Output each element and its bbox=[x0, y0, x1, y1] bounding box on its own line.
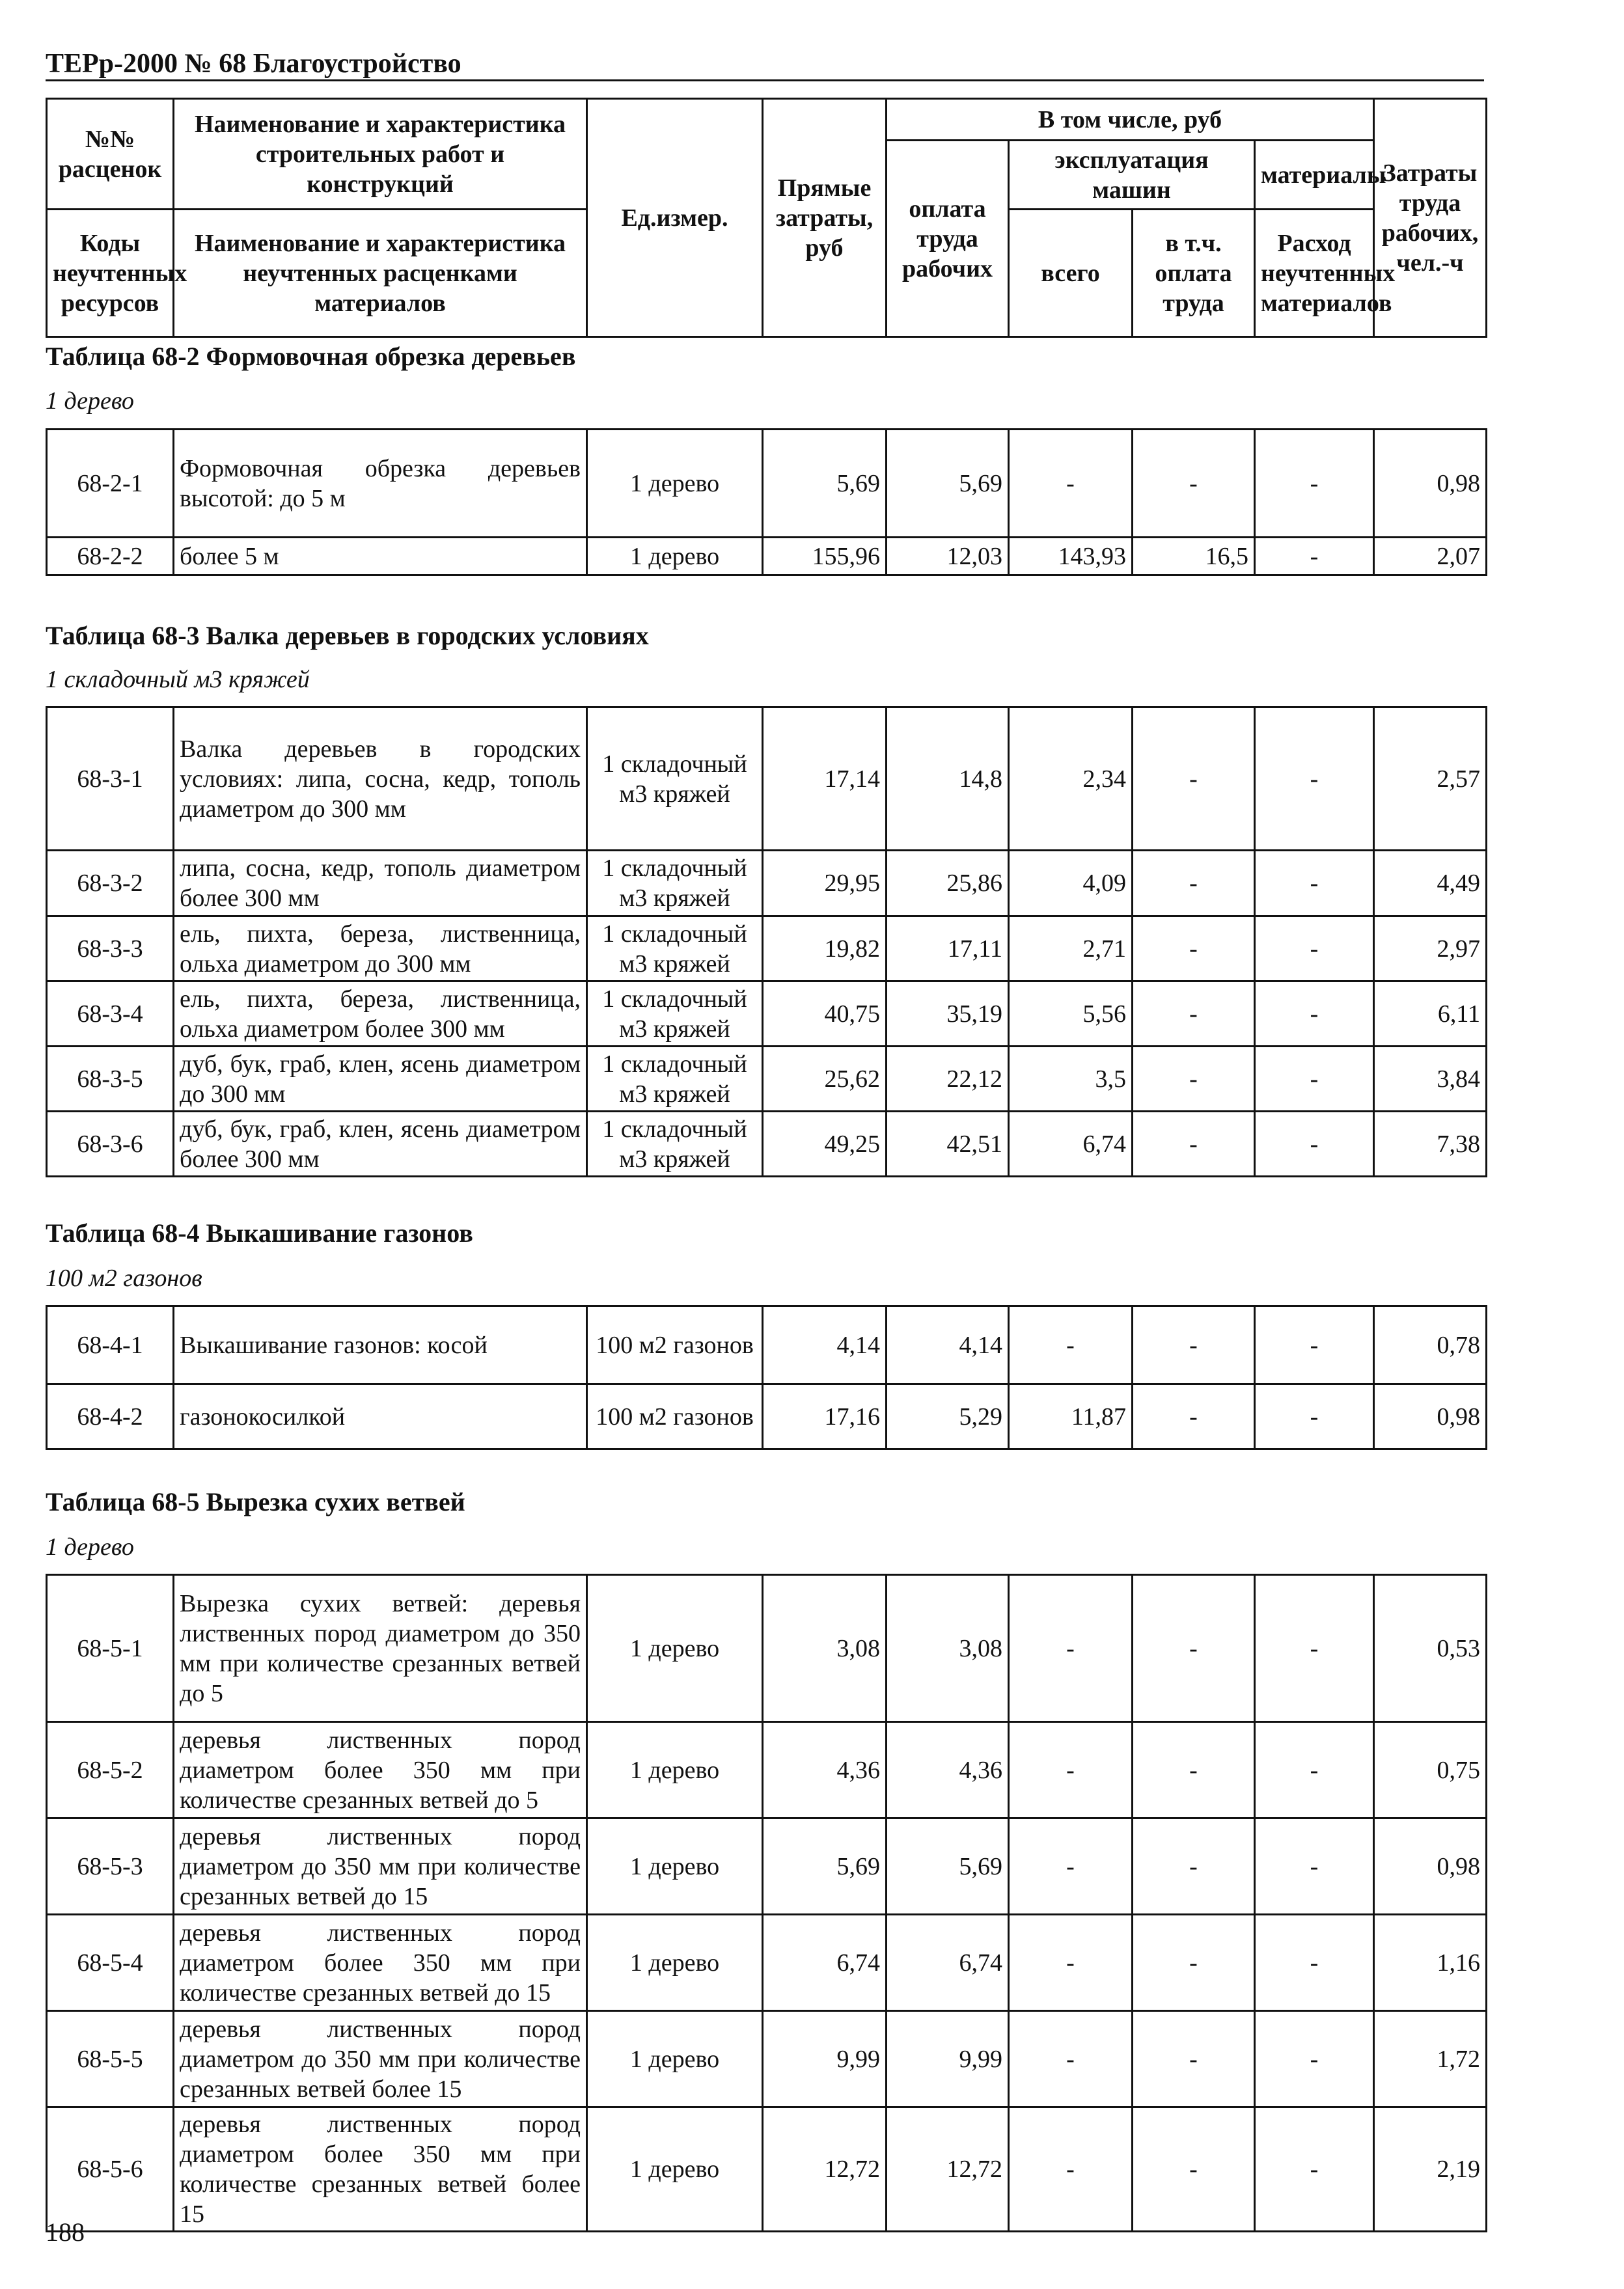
direct-cost: 5,69 bbox=[763, 1818, 887, 1915]
work-description: деревья лиственных пород диаметром более 350 мм при количестве срезанных ветвей более 15 bbox=[174, 2107, 587, 2232]
table-row bbox=[47, 1047, 1487, 1112]
labor-pay: 25,86 bbox=[887, 851, 1009, 916]
measure-unit: 1 дерево bbox=[587, 1818, 763, 1915]
direct-cost: 6,74 bbox=[763, 1915, 887, 2011]
table-row bbox=[47, 1112, 1487, 1177]
table-68-5-unit: 1 дерево bbox=[46, 1533, 134, 1561]
table-row bbox=[47, 1575, 1487, 1722]
labor-hours: 2,57 bbox=[1374, 707, 1487, 851]
table-68-3 bbox=[46, 706, 1487, 1177]
labor-pay: 42,51 bbox=[887, 1112, 1009, 1177]
machines-total: 4,09 bbox=[1009, 851, 1133, 916]
rate-code: 68-3-6 bbox=[47, 1112, 174, 1177]
direct-cost: 17,16 bbox=[763, 1384, 887, 1449]
materials: - bbox=[1255, 1575, 1374, 1722]
work-description: Формовочная обрезка деревьев высотой: до 5 м bbox=[174, 430, 587, 538]
materials: - bbox=[1255, 1047, 1374, 1112]
direct-cost: 19,82 bbox=[763, 916, 887, 981]
machines-labor: - bbox=[1133, 1306, 1255, 1384]
direct-cost: 9,99 bbox=[763, 2011, 887, 2107]
work-description: деревья лиственных пород диаметром до 350 мм при количестве срезанных ветвей до 15 bbox=[174, 1818, 587, 1915]
work-description: дуб, бук, граб, клен, ясень диаметром до 300 мм bbox=[174, 1047, 587, 1112]
work-description: более 5 м bbox=[174, 538, 587, 575]
table-row bbox=[47, 430, 1487, 538]
measure-unit: 1 дерево bbox=[587, 2011, 763, 2107]
machines-labor: 16,5 bbox=[1133, 538, 1255, 575]
table-row bbox=[47, 707, 1487, 851]
col-header-machines-total: всего bbox=[1009, 210, 1133, 337]
measure-unit: 1 дерево bbox=[587, 1915, 763, 2011]
table-68-3-unit: 1 складочный м3 кряжей bbox=[46, 666, 310, 693]
table-row bbox=[47, 916, 1487, 981]
machines-total: - bbox=[1009, 1722, 1133, 1818]
labor-pay: 22,12 bbox=[887, 1047, 1009, 1112]
measure-unit: 1 складочный м3 кряжей bbox=[587, 916, 763, 981]
labor-hours: 0,98 bbox=[1374, 1818, 1487, 1915]
table-68-5-title: Таблица 68-5 Вырезка сухих ветвей bbox=[46, 1487, 465, 1516]
work-description: деревья лиственных пород диаметром более 350 мм при количестве срезанных ветвей до 5 bbox=[174, 1722, 587, 1818]
work-description: ель, пихта, береза, лиственница, ольха диаметром более 300 мм bbox=[174, 981, 587, 1047]
labor-pay: 5,69 bbox=[887, 1818, 1009, 1915]
labor-hours: 0,98 bbox=[1374, 1384, 1487, 1449]
machines-labor: - bbox=[1133, 1722, 1255, 1818]
machines-labor: - bbox=[1133, 1575, 1255, 1722]
measure-unit: 1 складочный м3 кряжей bbox=[587, 981, 763, 1047]
measure-unit: 1 складочный м3 кряжей bbox=[587, 1112, 763, 1177]
machines-labor: - bbox=[1133, 981, 1255, 1047]
page-number: 188 bbox=[46, 2217, 85, 2247]
labor-pay: 14,8 bbox=[887, 707, 1009, 851]
rate-code: 68-5-6 bbox=[47, 2107, 174, 2232]
materials: - bbox=[1255, 2011, 1374, 2107]
machines-total: - bbox=[1009, 1575, 1133, 1722]
machines-labor: - bbox=[1133, 707, 1255, 851]
labor-hours: 1,16 bbox=[1374, 1915, 1487, 2011]
labor-pay: 3,08 bbox=[887, 1575, 1009, 1722]
measure-unit: 1 дерево bbox=[587, 1575, 763, 1722]
table-row bbox=[47, 2107, 1487, 2232]
table-row bbox=[47, 1306, 1487, 1384]
machines-labor: - bbox=[1133, 2011, 1255, 2107]
machines-labor: - bbox=[1133, 916, 1255, 981]
machines-total: 143,93 bbox=[1009, 538, 1133, 575]
direct-cost: 49,25 bbox=[763, 1112, 887, 1177]
labor-pay: 17,11 bbox=[887, 916, 1009, 981]
rate-code: 68-5-3 bbox=[47, 1818, 174, 1915]
rate-code: 68-2-2 bbox=[47, 538, 174, 575]
table-row bbox=[47, 1384, 1487, 1449]
table-row bbox=[47, 538, 1487, 575]
work-description: дуб, бук, граб, клен, ясень диаметром более 300 мм bbox=[174, 1112, 587, 1177]
labor-hours: 0,53 bbox=[1374, 1575, 1487, 1722]
machines-total: 3,5 bbox=[1009, 1047, 1133, 1112]
labor-pay: 4,14 bbox=[887, 1306, 1009, 1384]
rate-code: 68-2-1 bbox=[47, 430, 174, 538]
table-row bbox=[47, 851, 1487, 916]
work-description: ель, пихта, береза, лиственница, ольха диаметром до 300 мм bbox=[174, 916, 587, 981]
col-header-machines-labor: в т.ч. оплата труда bbox=[1133, 210, 1255, 337]
direct-cost: 3,08 bbox=[763, 1575, 887, 1722]
machines-labor: - bbox=[1133, 430, 1255, 538]
table-68-2-title: Таблица 68-2 Формовочная обрезка деревьев bbox=[46, 342, 576, 371]
direct-cost: 12,72 bbox=[763, 2107, 887, 2232]
col-header-work-name: Наименование и характеристика строительных работ и конструкций bbox=[174, 99, 587, 210]
col-header-labor-pay: оплата труда рабочих bbox=[887, 141, 1009, 337]
measure-unit: 1 складочный м3 кряжей bbox=[587, 707, 763, 851]
machines-total: 5,56 bbox=[1009, 981, 1133, 1047]
machines-total: - bbox=[1009, 1915, 1133, 2011]
machines-total: - bbox=[1009, 2107, 1133, 2232]
table-68-3-title: Таблица 68-3 Валка деревьев в городских условиях bbox=[46, 621, 649, 650]
materials: - bbox=[1255, 2107, 1374, 2232]
direct-cost: 29,95 bbox=[763, 851, 887, 916]
labor-hours: 1,72 bbox=[1374, 2011, 1487, 2107]
rate-code: 68-4-1 bbox=[47, 1306, 174, 1384]
col-header-including: В том числе, руб bbox=[887, 99, 1374, 141]
machines-labor: - bbox=[1133, 1915, 1255, 2011]
materials: - bbox=[1255, 707, 1374, 851]
materials: - bbox=[1255, 538, 1374, 575]
labor-pay: 35,19 bbox=[887, 981, 1009, 1047]
table-row bbox=[47, 1915, 1487, 2011]
rate-code: 68-3-3 bbox=[47, 916, 174, 981]
rate-code: 68-3-2 bbox=[47, 851, 174, 916]
labor-hours: 0,75 bbox=[1374, 1722, 1487, 1818]
table-68-4-unit: 100 м2 газонов bbox=[46, 1265, 202, 1292]
materials: - bbox=[1255, 851, 1374, 916]
rate-code: 68-3-1 bbox=[47, 707, 174, 851]
table-row bbox=[47, 1818, 1487, 1915]
machines-total: 2,71 bbox=[1009, 916, 1133, 981]
work-description: Вырезка сухих ветвей: деревья лиственных пород диаметром до 350 мм при количестве срезанных ветвей до 5 bbox=[174, 1575, 587, 1722]
measure-unit: 1 дерево bbox=[587, 538, 763, 575]
materials: - bbox=[1255, 1722, 1374, 1818]
rate-code: 68-5-5 bbox=[47, 2011, 174, 2107]
col-header-unit: Ед.измер. bbox=[587, 99, 763, 337]
direct-cost: 155,96 bbox=[763, 538, 887, 575]
page-header: ТЕРр-2000 № 68 Благоустройство bbox=[46, 49, 461, 79]
machines-total: - bbox=[1009, 1306, 1133, 1384]
work-description: деревья лиственных пород диаметром более 350 мм при количестве срезанных ветвей до 15 bbox=[174, 1915, 587, 2011]
measure-unit: 100 м2 газонов bbox=[587, 1306, 763, 1384]
machines-total: - bbox=[1009, 2011, 1133, 2107]
rate-code: 68-5-4 bbox=[47, 1915, 174, 2011]
labor-hours: 2,07 bbox=[1374, 538, 1487, 575]
machines-total: 2,34 bbox=[1009, 707, 1133, 851]
machines-labor: - bbox=[1133, 1047, 1255, 1112]
labor-pay: 6,74 bbox=[887, 1915, 1009, 2011]
materials: - bbox=[1255, 916, 1374, 981]
work-description: Выкашивание газонов: косой bbox=[174, 1306, 587, 1384]
direct-cost: 40,75 bbox=[763, 981, 887, 1047]
labor-hours: 0,78 bbox=[1374, 1306, 1487, 1384]
rate-code: 68-3-4 bbox=[47, 981, 174, 1047]
materials: - bbox=[1255, 1818, 1374, 1915]
table-68-2-unit: 1 дерево bbox=[46, 387, 134, 415]
labor-pay: 12,03 bbox=[887, 538, 1009, 575]
rate-code: 68-5-2 bbox=[47, 1722, 174, 1818]
table-row bbox=[47, 2011, 1487, 2107]
rate-code: 68-4-2 bbox=[47, 1384, 174, 1449]
table-68-4-title: Таблица 68-4 Выкашивание газонов bbox=[46, 1218, 473, 1248]
measure-unit: 100 м2 газонов bbox=[587, 1384, 763, 1449]
machines-total: - bbox=[1009, 1818, 1133, 1915]
col-header-machines: эксплуатация машин bbox=[1009, 141, 1255, 210]
materials: - bbox=[1255, 430, 1374, 538]
machines-labor: - bbox=[1133, 851, 1255, 916]
col-header-material-consumption: Расход неучтенных материалов bbox=[1255, 210, 1374, 337]
rate-code: 68-5-1 bbox=[47, 1575, 174, 1722]
table-68-5 bbox=[46, 1574, 1487, 2232]
col-header-labor-hours: Затраты труда рабочих, чел.-ч bbox=[1374, 99, 1487, 337]
table-68-2 bbox=[46, 428, 1487, 576]
rate-code: 68-3-5 bbox=[47, 1047, 174, 1112]
measure-unit: 1 дерево bbox=[587, 1722, 763, 1818]
machines-labor: - bbox=[1133, 1384, 1255, 1449]
col-header-material-name: Наименование и характеристика неучтенных расценками материалов bbox=[174, 210, 587, 337]
labor-pay: 9,99 bbox=[887, 2011, 1009, 2107]
direct-cost: 17,14 bbox=[763, 707, 887, 851]
direct-cost: 4,36 bbox=[763, 1722, 887, 1818]
measure-unit: 1 складочный м3 кряжей bbox=[587, 1047, 763, 1112]
materials: - bbox=[1255, 1112, 1374, 1177]
labor-hours: 3,84 bbox=[1374, 1047, 1487, 1112]
measure-unit: 1 дерево bbox=[587, 430, 763, 538]
labor-pay: 4,36 bbox=[887, 1722, 1009, 1818]
measure-unit: 1 складочный м3 кряжей bbox=[587, 851, 763, 916]
machines-total: 6,74 bbox=[1009, 1112, 1133, 1177]
labor-hours: 0,98 bbox=[1374, 430, 1487, 538]
labor-hours: 6,11 bbox=[1374, 981, 1487, 1047]
column-header-table bbox=[46, 98, 1487, 338]
machines-total: 11,87 bbox=[1009, 1384, 1133, 1449]
work-description: деревья лиственных пород диаметром до 350 мм при количестве срезанных ветвей более 15 bbox=[174, 2011, 587, 2107]
table-68-4 bbox=[46, 1305, 1487, 1450]
direct-cost: 25,62 bbox=[763, 1047, 887, 1112]
labor-hours: 2,19 bbox=[1374, 2107, 1487, 2232]
labor-pay: 5,69 bbox=[887, 430, 1009, 538]
labor-pay: 5,29 bbox=[887, 1384, 1009, 1449]
materials: - bbox=[1255, 1915, 1374, 2011]
materials: - bbox=[1255, 1306, 1374, 1384]
materials: - bbox=[1255, 1384, 1374, 1449]
machines-labor: - bbox=[1133, 1818, 1255, 1915]
machines-labor: - bbox=[1133, 1112, 1255, 1177]
work-description: липа, сосна, кедр, тополь диаметром более 300 мм bbox=[174, 851, 587, 916]
header-rule bbox=[46, 79, 1484, 81]
machines-total: - bbox=[1009, 430, 1133, 538]
machines-labor: - bbox=[1133, 2107, 1255, 2232]
col-header-direct-cost: Прямые затраты, руб bbox=[763, 99, 887, 337]
col-header-materials: материалы bbox=[1255, 141, 1374, 210]
direct-cost: 4,14 bbox=[763, 1306, 887, 1384]
labor-hours: 4,49 bbox=[1374, 851, 1487, 916]
materials: - bbox=[1255, 981, 1374, 1047]
col-header-rate-number: №№ расценок bbox=[47, 99, 174, 210]
table-row bbox=[47, 1722, 1487, 1818]
table-row bbox=[47, 981, 1487, 1047]
labor-hours: 2,97 bbox=[1374, 916, 1487, 981]
labor-hours: 7,38 bbox=[1374, 1112, 1487, 1177]
labor-pay: 12,72 bbox=[887, 2107, 1009, 2232]
work-description: Валка деревьев в городских условиях: липа, сосна, кедр, тополь диаметром до 300 мм bbox=[174, 707, 587, 851]
col-header-resource-codes: Коды неучтенных ресурсов bbox=[47, 210, 174, 337]
work-description: газонокосилкой bbox=[174, 1384, 587, 1449]
direct-cost: 5,69 bbox=[763, 430, 887, 538]
measure-unit: 1 дерево bbox=[587, 2107, 763, 2232]
